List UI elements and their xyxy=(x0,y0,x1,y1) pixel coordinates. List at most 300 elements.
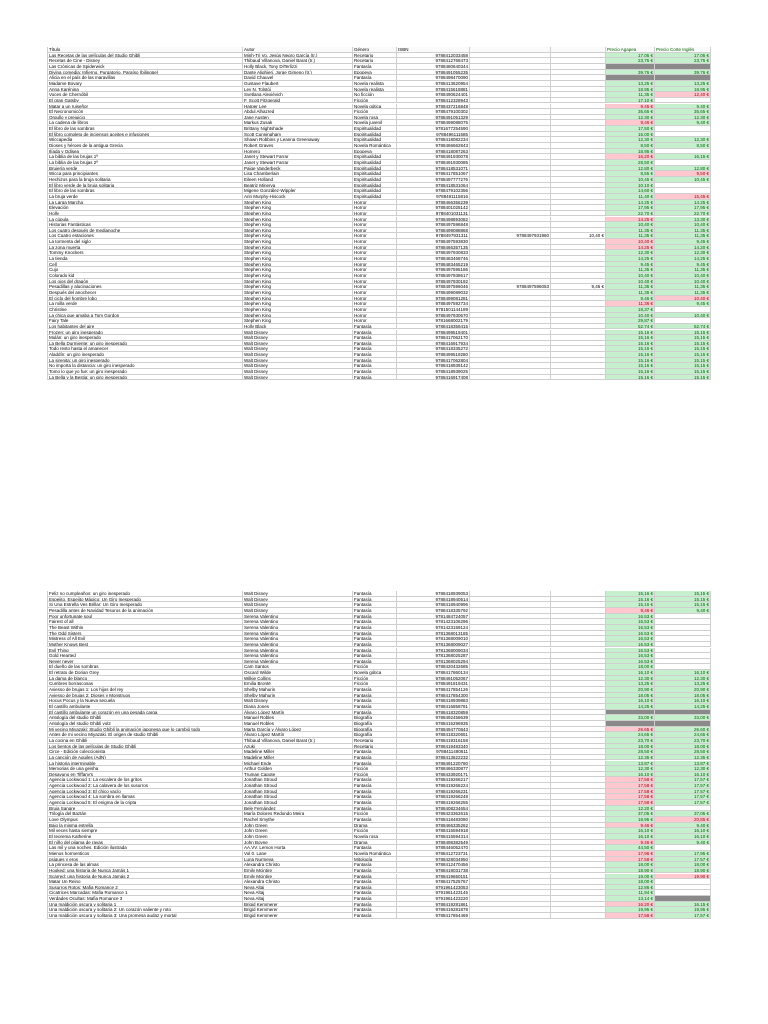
cell-price-corte[interactable]: 12,30 € xyxy=(655,115,711,121)
cell-isbn[interactable]: 9781668002179 xyxy=(397,318,470,324)
cell-price-corte[interactable]: 15,15 € xyxy=(655,352,711,358)
cell-genre[interactable]: Drama xyxy=(353,823,397,829)
cell-genre[interactable]: Horror xyxy=(353,217,397,223)
cell-price-agapea[interactable]: 52,74 € xyxy=(606,324,655,330)
cell-author[interactable]: Alexandra Christo xyxy=(243,879,353,885)
cell-isbn[interactable]: 9788419031738 xyxy=(397,868,470,874)
cell-isbn[interactable]: 9788417860134 xyxy=(397,670,470,676)
cell-isbn[interactable]: 9788479100302 xyxy=(397,109,470,115)
cell-price-corte[interactable]: 12,35 € xyxy=(655,755,711,761)
cell-genre[interactable]: Ficción xyxy=(353,98,397,104)
cell-price-agapea[interactable]: 9,46 € xyxy=(606,823,655,829)
cell-author[interactable]: Stephen King xyxy=(243,245,353,251)
cell-author[interactable]: Walt Disney xyxy=(243,608,353,614)
cell-price-agapea[interactable]: 15,16 € xyxy=(606,591,655,597)
cell-price-agapea[interactable]: 10,40 € xyxy=(606,273,655,279)
cell-title[interactable]: La dama de blanco xyxy=(47,676,243,682)
cell-genre[interactable]: Fantasía xyxy=(353,631,397,637)
cell-price-agapea[interactable]: 17,58 € xyxy=(606,857,655,863)
cell-author[interactable]: Walt Disney xyxy=(243,335,353,341)
cell-price-agapea[interactable]: 9,45 € xyxy=(606,262,655,268)
cell-genre[interactable]: Mitología xyxy=(353,857,397,863)
cell-isbn[interactable]: 9788412768473 xyxy=(397,58,470,64)
cell-author[interactable]: Brigid Kemmerer xyxy=(243,913,353,919)
cell-genre[interactable]: Fantasía xyxy=(353,636,397,642)
cell-title[interactable]: Agencia Lockwood 1: La escalera de los gritos xyxy=(47,777,243,783)
cell-price-agapea[interactable]: 18,00 € xyxy=(606,862,655,868)
cell-genre[interactable]: Espiritualidad xyxy=(353,166,397,172)
cell-isbn-alt[interactable] xyxy=(470,913,551,919)
cell-price-agapea[interactable]: 14,25 € xyxy=(606,704,655,710)
cell-author[interactable]: Holly Black xyxy=(243,324,353,330)
cell-genre[interactable]: Fantasía xyxy=(353,794,397,800)
cell-title[interactable]: Los cuatro después de medianoche xyxy=(47,228,243,234)
cell-author[interactable]: Diana Jones xyxy=(243,704,353,710)
cell-price-corte[interactable]: 37,05 € xyxy=(655,811,711,817)
cell-author[interactable]: John Boyne xyxy=(243,840,353,846)
cell-isbn[interactable]: 9788419266248 xyxy=(397,794,470,800)
cell-genre[interactable]: Recetario xyxy=(353,53,397,59)
cell-title[interactable]: Susurros Rotos: Mafia Romance 2 xyxy=(47,885,243,891)
cell-title[interactable]: Mil veces hasta siempre xyxy=(47,828,243,834)
cell-author[interactable]: Lisa Chamberlain xyxy=(243,171,353,177)
cell-price-agapea[interactable]: 44,50 € xyxy=(606,845,655,851)
cell-price-agapea[interactable]: 16,53 € xyxy=(606,619,655,625)
cell-price-corte[interactable]: 28,50 € xyxy=(655,749,711,755)
cell-isbn[interactable]: 9788499088075 xyxy=(397,120,470,126)
cell-author[interactable]: Stephen King xyxy=(243,313,353,319)
cell-isbn[interactable]: 9788419650151 xyxy=(397,874,470,880)
cell-isbn[interactable]: 9788498893082 xyxy=(397,217,470,223)
cell-author[interactable]: Serena Valentino xyxy=(243,625,353,631)
cell-genre[interactable]: Horror xyxy=(353,307,397,313)
cell-genre[interactable]: Fantasía xyxy=(353,625,397,631)
cell-price-alt[interactable] xyxy=(551,913,606,919)
cell-title[interactable]: Elevación xyxy=(47,205,243,211)
cell-genre[interactable]: Fantasía xyxy=(353,879,397,885)
cell-price-corte[interactable]: 17,57 € xyxy=(655,794,711,800)
cell-author[interactable]: Azuki xyxy=(243,744,353,750)
cell-author[interactable]: Lev N. Tolstói xyxy=(243,87,353,93)
cell-title[interactable]: Aviesso de brujas 1: Los hijos del rey xyxy=(47,687,243,693)
cell-price-agapea[interactable]: 15,16 € xyxy=(606,375,655,381)
cell-title[interactable]: Hocus Pocus y la Nueva secuela xyxy=(47,698,243,704)
cell-author[interactable]: Manuel Robles xyxy=(243,715,353,721)
cell-price-agapea[interactable]: 11,35 € xyxy=(606,267,655,273)
cell-price-agapea[interactable]: 11,35 € xyxy=(606,290,655,296)
cell-price-corte[interactable]: 26,60 € xyxy=(655,727,711,733)
cell-isbn[interactable]: 9788415618881 xyxy=(397,87,470,93)
cell-genre[interactable]: Fantasía xyxy=(353,375,397,381)
cell-title[interactable]: Tommy Knockers xyxy=(47,250,243,256)
cell-isbn[interactable]: 9788417854469 xyxy=(397,913,470,919)
cell-isbn[interactable]: 9788417062804 xyxy=(397,358,470,364)
cell-price-corte[interactable]: 12,30 € xyxy=(655,766,711,772)
cell-price-agapea[interactable]: 15,16 € xyxy=(606,335,655,341)
cell-title[interactable]: Aladdín: un giro inesperado xyxy=(47,352,243,358)
cell-price-agapea[interactable]: 17,58 € xyxy=(606,783,655,789)
cell-genre[interactable]: Novela rosa xyxy=(353,115,397,121)
cell-genre[interactable]: Fantasía xyxy=(353,761,397,767)
cell-price-agapea[interactable]: 16,20 € xyxy=(606,902,655,908)
cell-title[interactable]: Las Recetas de las películas del Studio Ghibli xyxy=(47,53,243,59)
header-author[interactable]: Autor xyxy=(243,47,353,53)
cell-genre[interactable]: Espiritualidad xyxy=(353,132,397,138)
cell-author[interactable]: Neva Altaj xyxy=(243,885,353,891)
cell-isbn[interactable]: 9788491930085 xyxy=(397,160,470,166)
cell-title[interactable]: El dueño de las sombras xyxy=(47,664,243,670)
cell-title[interactable]: The Beast Within xyxy=(47,625,243,631)
cell-author[interactable]: Abdul Alhazred xyxy=(243,109,353,115)
cell-isbn[interactable]: 9788415594918 xyxy=(397,828,470,834)
cell-author[interactable]: Neva Altaj xyxy=(243,890,353,896)
cell-title[interactable]: Trilogía del Baztán xyxy=(47,811,243,817)
cell-price-corte[interactable]: 16,10 € xyxy=(655,772,711,778)
cell-isbn[interactable]: 9791961423053 xyxy=(397,885,470,891)
cell-genre[interactable]: Novela gótica xyxy=(353,104,397,110)
cell-price-agapea[interactable]: 26,65 € xyxy=(606,727,655,733)
cell-genre[interactable]: Fantasía xyxy=(353,659,397,665)
cell-price-agapea[interactable]: 13,14 € xyxy=(606,896,655,902)
cell-isbn[interactable]: 9788498382549 xyxy=(397,840,470,846)
cell-genre[interactable]: Fantasía xyxy=(353,687,397,693)
cell-isbn[interactable]: 9788418940514 xyxy=(397,597,470,603)
cell-genre[interactable]: Fantasía xyxy=(353,324,397,330)
cell-isbn[interactable]: 9788466335262 xyxy=(397,823,470,829)
cell-genre[interactable]: Recetario xyxy=(353,738,397,744)
cell-title[interactable]: Una maldición oscura y solitaria 1 xyxy=(47,902,243,908)
cell-author[interactable]: Janet y Stewart Farrar xyxy=(243,154,353,160)
cell-price-agapea[interactable]: 16,53 € xyxy=(606,642,655,648)
cell-genre[interactable]: Horror xyxy=(353,245,397,251)
cell-title[interactable]: La biblia de las brujas 2ª xyxy=(47,160,243,166)
cell-price-agapea[interactable]: 16,10 € xyxy=(606,828,655,834)
cell-genre[interactable]: Fantasía xyxy=(353,777,397,783)
cell-title[interactable]: El libro de las sombras xyxy=(47,126,243,132)
cell-price-corte[interactable]: 11,35 € xyxy=(655,267,711,273)
cell-genre[interactable]: Fantasía xyxy=(353,363,397,369)
cell-author[interactable]: Brigid Kemmerer xyxy=(243,907,353,913)
cell-price-corte[interactable]: 9,45 € xyxy=(655,262,711,268)
cell-isbn[interactable]: 9788483468746 xyxy=(397,256,470,262)
cell-isbn[interactable]: 9788408234654 xyxy=(397,806,470,812)
header-price-corte[interactable]: Precio Corte Inglés xyxy=(655,47,711,53)
cell-isbn[interactable]: 9788497596848 xyxy=(397,222,470,228)
cell-genre[interactable]: Fantasía xyxy=(353,845,397,851)
cell-isbn[interactable]: 9788418082234 xyxy=(397,137,470,143)
cell-title[interactable]: La cúpula xyxy=(47,217,243,223)
cell-author[interactable]: Stephen King xyxy=(243,307,353,313)
cell-isbn[interactable]: 9788418940996 xyxy=(397,602,470,608)
cell-author[interactable]: Arin Murphy-Hiscock xyxy=(243,194,353,200)
cell-title[interactable]: Pesadilla antes de Navidad Tesoros de la animación xyxy=(47,608,243,614)
cell-author[interactable]: Stephen King xyxy=(243,217,353,223)
cell-price-agapea[interactable]: 10,40 € xyxy=(606,222,655,228)
cell-title[interactable]: Voces de Chernóbil xyxy=(47,92,243,98)
cell-author[interactable]: Álvaro López Martín xyxy=(243,732,353,738)
cell-author[interactable]: Stephen King xyxy=(243,262,353,268)
cell-price-agapea[interactable]: 20,90 € xyxy=(606,687,655,693)
cell-isbn[interactable]: 9788413622232 xyxy=(397,755,470,761)
cell-author[interactable]: Serena Valentino xyxy=(243,653,353,659)
cell-genre[interactable]: Horror xyxy=(353,296,397,302)
header-genre[interactable]: Género xyxy=(353,47,397,53)
cell-isbn[interactable]: 9788418939883 xyxy=(397,698,470,704)
cell-title[interactable]: Matar Un Reino xyxy=(47,879,243,885)
cell-title[interactable]: Después del anochecer xyxy=(47,290,243,296)
cell-title[interactable]: Las mil y una noches. Edición ilustrada xyxy=(47,845,243,851)
cell-genre[interactable]: Ficción xyxy=(353,109,397,115)
cell-price-agapea[interactable]: 15,16 € xyxy=(606,358,655,364)
cell-price-agapea[interactable]: 16,20 € xyxy=(606,154,655,160)
cell-title[interactable]: Never never xyxy=(47,659,243,665)
cell-price-agapea[interactable]: 8,50 € xyxy=(606,143,655,149)
cell-price-agapea[interactable]: 17,10 € xyxy=(606,98,655,104)
cell-price-corte[interactable]: 12,30 € xyxy=(655,676,711,682)
cell-title[interactable]: La biblia de las brujas 1ª xyxy=(47,154,243,160)
cell-price-agapea[interactable]: 16,53 € xyxy=(606,648,655,654)
cell-isbn[interactable]: 9788417851067 xyxy=(397,171,470,177)
cell-price-agapea[interactable]: 16,53 € xyxy=(606,653,655,659)
cell-price-agapea[interactable]: 17,58 € xyxy=(606,789,655,795)
cell-price-corte[interactable]: 16,10 € xyxy=(655,670,711,676)
cell-author[interactable]: Stephen King xyxy=(243,284,353,290)
cell-isbn[interactable]: 9781501144189 xyxy=(397,307,470,313)
cell-price-agapea[interactable]: 18,00 € xyxy=(606,664,655,670)
cell-price-agapea[interactable]: 12,35 € xyxy=(606,755,655,761)
cell-title[interactable]: La Bella y la Bestia: un giro inesperado xyxy=(47,375,243,381)
cell-isbn[interactable]: 9781423106296 xyxy=(397,619,470,625)
cell-genre[interactable]: Biografía xyxy=(353,727,397,733)
cell-author[interactable]: Madeline Miller xyxy=(243,755,353,761)
cell-price-agapea[interactable]: 17,58 € xyxy=(606,777,655,783)
cell-isbn[interactable]: 9781423159124 xyxy=(397,625,470,631)
cell-title[interactable]: La Bella Durmiente: un giro inesperado xyxy=(47,341,243,347)
cell-price-corte[interactable]: 17,57 € xyxy=(655,857,711,863)
cell-title[interactable]: La sirenita: un giro inesperado xyxy=(47,358,243,364)
cell-title[interactable]: La princesa de las almas xyxy=(47,862,243,868)
cell-isbn[interactable]: 9788420432685 xyxy=(397,664,470,670)
cell-price-corte[interactable]: 17,05 € xyxy=(655,53,711,59)
cell-genre[interactable]: Espiritualidad xyxy=(353,171,397,177)
cell-title[interactable]: Agencia Lockwood 4: La sombra en llamas xyxy=(47,794,243,800)
cell-genre[interactable]: Fantasía xyxy=(353,653,397,659)
cell-title[interactable]: Holly xyxy=(47,211,243,217)
cell-genre[interactable]: Fantasía xyxy=(353,642,397,648)
cell-genre[interactable]: Fantasía xyxy=(353,806,397,812)
cell-price-corte[interactable]: 9,40 € xyxy=(655,840,711,846)
cell-price-agapea[interactable]: 10,10 € xyxy=(606,183,655,189)
cell-author[interactable]: María Dolores Redondo Meira xyxy=(243,811,353,817)
cell-price-agapea[interactable]: 33,00 € xyxy=(606,715,655,721)
cell-title[interactable]: La bruja verde xyxy=(47,194,243,200)
cell-price-corte[interactable]: 10,40 € xyxy=(655,313,711,319)
cell-author[interactable]: Stephen King xyxy=(243,239,353,245)
cell-price-corte[interactable]: 9,40 € xyxy=(655,608,711,614)
cell-price-agapea[interactable]: 11,35 € xyxy=(606,92,655,98)
cell-price-agapea[interactable]: 15,16 € xyxy=(606,597,655,603)
cell-author[interactable]: Migene González-Wippler xyxy=(243,188,353,194)
cell-price-agapea[interactable]: 18,95 € xyxy=(606,817,655,823)
cell-price-corte[interactable]: 19,95 € xyxy=(655,907,711,913)
cell-genre[interactable]: Recetario xyxy=(353,58,397,64)
cell-price-agapea[interactable]: 16,10 € xyxy=(606,772,655,778)
cell-genre[interactable]: Novela gótica xyxy=(353,670,397,676)
cell-price-corte[interactable]: 18,00 € xyxy=(655,744,711,750)
cell-isbn[interactable]: 9788491220780 xyxy=(397,761,470,767)
cell-price-corte[interactable]: 15,15 € xyxy=(655,346,711,352)
cell-author[interactable]: Walt Disney xyxy=(243,375,353,381)
cell-author[interactable]: Wilkie Collins xyxy=(243,676,353,682)
cell-genre[interactable]: Epopeya xyxy=(353,70,397,76)
cell-price-corte[interactable]: 17,57 € xyxy=(655,777,711,783)
cell-genre[interactable]: Biografía xyxy=(353,721,397,727)
cell-title[interactable]: La cocina en Ghibli xyxy=(47,738,243,744)
cell-author[interactable]: Truman Capote xyxy=(243,772,353,778)
cell-genre[interactable]: Horror xyxy=(353,301,397,307)
cell-genre[interactable]: Fantasía xyxy=(353,755,397,761)
cell-author[interactable]: Stephen King xyxy=(243,233,353,239)
cell-title[interactable]: El ciclo del hombre lobo xyxy=(47,296,243,302)
cell-isbn[interactable]: 9788416917408 xyxy=(397,375,470,381)
cell-price-agapea[interactable]: 15,16 € xyxy=(606,330,655,336)
cell-genre[interactable]: Horror xyxy=(353,279,397,285)
cell-author[interactable]: Stephen King xyxy=(243,250,353,256)
cell-price-agapea[interactable]: 17,50 € xyxy=(606,126,655,132)
cell-price-corte[interactable]: 11,35 € xyxy=(655,284,711,290)
cell-isbn[interactable]: 9788466330877 xyxy=(397,766,470,772)
cell-author[interactable]: Stephen King xyxy=(243,296,353,302)
cell-isbn[interactable]: 9788411480611 xyxy=(397,749,470,755)
cell-price-agapea[interactable]: 19,95 € xyxy=(606,907,655,913)
cell-genre[interactable]: Fantasía xyxy=(353,902,397,908)
cell-isbn[interactable]: 9781368025294 xyxy=(397,659,470,665)
cell-price-agapea[interactable]: 17,58 € xyxy=(606,800,655,806)
cell-isbn[interactable]: 9788480640344 xyxy=(397,64,470,70)
cell-author[interactable]: Serena Valentino xyxy=(243,631,353,637)
cell-genre[interactable]: Fantasía xyxy=(353,358,397,364)
cell-title[interactable]: El castillo ambulante xyxy=(47,704,243,710)
cell-isbn[interactable]: 9788492458639 xyxy=(397,715,470,721)
cell-isbn[interactable]: 9788497777276 xyxy=(397,177,470,183)
cell-author[interactable]: Madeline Miller xyxy=(243,749,353,755)
cell-price-agapea[interactable]: 15,16 € xyxy=(606,602,655,608)
cell-price-corte[interactable]: 14,25 € xyxy=(655,200,711,206)
cell-isbn[interactable]: 9788417525767 xyxy=(397,879,470,885)
cell-author[interactable]: Walt Disney xyxy=(243,330,353,336)
cell-price-corte[interactable]: 16,15 € xyxy=(655,154,711,160)
cell-genre[interactable]: Espiritualidad xyxy=(353,177,397,183)
cell-genre[interactable]: Epopeya xyxy=(353,149,397,155)
cell-isbn[interactable]: 9788491052067 xyxy=(397,676,470,682)
cell-price-agapea[interactable]: 24,65 € xyxy=(606,732,655,738)
cell-genre[interactable]: Horror xyxy=(353,290,397,296)
cell-author[interactable]: Manuel Robles xyxy=(243,721,353,727)
cell-isbn[interactable]: 9788497595186 xyxy=(397,267,470,273)
cell-title[interactable]: Tomo lo que yo fue: un giro inesperado xyxy=(47,369,243,375)
cell-genre[interactable]: Horror xyxy=(353,250,397,256)
cell-genre[interactable]: Fantasía xyxy=(353,896,397,902)
cell-price-agapea[interactable]: 12,30 € xyxy=(606,676,655,682)
cell-price-corte[interactable]: 15,15 € xyxy=(655,591,711,597)
cell-isbn[interactable]: 9788491819431 xyxy=(397,681,470,687)
cell-price-agapea[interactable]: 12,30 € xyxy=(606,137,655,143)
cell-isbn[interactable]: 9788497593830 xyxy=(397,239,470,245)
cell-isbn[interactable]: 9788491051329 xyxy=(397,115,470,121)
cell-price-agapea[interactable]: 8,55 € xyxy=(606,171,655,177)
cell-author[interactable]: Stephen King xyxy=(243,211,353,217)
cell-price-corte[interactable]: 11,35 € xyxy=(655,228,711,234)
cell-genre[interactable]: Fantasía xyxy=(353,874,397,880)
cell-isbn[interactable]: 9781368009034 xyxy=(397,648,470,654)
cell-author[interactable]: Walt Disney xyxy=(243,352,353,358)
cell-title[interactable]: Matar a un ruiseñor xyxy=(47,104,243,110)
cell-genre[interactable]: Horror xyxy=(353,233,397,239)
cell-isbn[interactable]: 9788466662843 xyxy=(397,143,470,149)
cell-author[interactable]: Serena Valentino xyxy=(243,614,353,620)
cell-title[interactable]: Fairest of all xyxy=(47,619,243,625)
cell-price-agapea[interactable]: 9,46 € xyxy=(606,296,655,302)
cell-author[interactable]: Stephen King xyxy=(243,205,353,211)
cell-price-corte[interactable]: 9,40 € xyxy=(655,823,711,829)
cell-title[interactable]: Dioses y héroes de la antigua Grecia xyxy=(47,143,243,149)
cell-price-agapea[interactable]: 16,53 € xyxy=(606,636,655,642)
cell-genre[interactable]: Fantasía xyxy=(353,369,397,375)
cell-price-corte[interactable]: 14,25 € xyxy=(655,704,711,710)
cell-genre[interactable]: Fantasía xyxy=(353,648,397,654)
cell-genre[interactable]: Novela realista xyxy=(353,81,397,87)
cell-genre[interactable]: Ficción xyxy=(353,811,397,817)
cell-title[interactable]: Divina comedia: Infierno, Purgatorio, Paraíso (bilingüe) xyxy=(47,70,243,76)
cell-title[interactable]: Wicca para principiantes xyxy=(47,171,243,177)
cell-title[interactable]: El libro completo de inciensos aceites e infusiones xyxy=(47,132,243,138)
cell-genre[interactable]: Ficción xyxy=(353,664,397,670)
cell-isbn[interactable]: 9788401025142 xyxy=(397,205,470,211)
cell-genre[interactable]: Horror xyxy=(353,228,397,234)
header-isbn[interactable]: ISBN xyxy=(397,47,470,53)
cell-title[interactable]: El retrato de Dorian Grey xyxy=(47,670,243,676)
cell-isbn[interactable]: 9788419281861 xyxy=(397,902,470,908)
cell-title[interactable]: Una maldición oscura y solitaria 3: Una promesa audaz y mortal xyxy=(47,913,243,919)
cell-isbn[interactable]: 9781368025287 xyxy=(397,653,470,659)
cell-isbn[interactable]: 9788423362615 xyxy=(397,811,470,817)
cell-author[interactable]: Jane Austen xyxy=(243,115,353,121)
cell-price-corte[interactable]: 18,90 € xyxy=(655,868,711,874)
cell-title[interactable]: Circe - Edición coleccionista xyxy=(47,749,243,755)
cell-author[interactable]: Minh-Tri Vo, Jesús Negro García (tr.) xyxy=(243,53,353,59)
cell-isbn[interactable]: 9788418483080 xyxy=(397,817,470,823)
cell-genre[interactable]: Espiritualidad xyxy=(353,160,397,166)
cell-author[interactable]: John Green xyxy=(243,828,353,834)
cell-isbn[interactable]: 9788419266255 xyxy=(397,800,470,806)
cell-price-agapea[interactable]: 16,10 € xyxy=(606,834,655,840)
cell-isbn[interactable]: 9788490624401 xyxy=(397,92,470,98)
cell-genre[interactable]: Recetario xyxy=(353,744,397,750)
cell-author[interactable]: Shelby Mahurin xyxy=(243,687,353,693)
cell-price-agapea[interactable]: 11,35 € xyxy=(606,233,655,239)
cell-author[interactable]: Thibaud Villanova, Daniel Barat (tr.) xyxy=(243,58,353,64)
cell-price-agapea[interactable]: 11,35 € xyxy=(606,228,655,234)
cell-genre[interactable]: Horror xyxy=(353,256,397,262)
cell-isbn[interactable]: 9788446052470 xyxy=(397,845,470,851)
cell-title[interactable]: La historia interminable xyxy=(47,761,243,767)
cell-isbn[interactable]: 9788499519280 xyxy=(397,352,470,358)
cell-title[interactable]: Pesadillas y alucinaciones xyxy=(47,284,243,290)
cell-author[interactable]: Holly Black, Tony DiTerlizzi xyxy=(243,64,353,70)
cell-isbn-alt[interactable]: 9788497596053 xyxy=(470,284,551,290)
cell-genre[interactable]: Fantasía xyxy=(353,591,397,597)
cell-author[interactable]: Walt Disney xyxy=(243,698,353,704)
